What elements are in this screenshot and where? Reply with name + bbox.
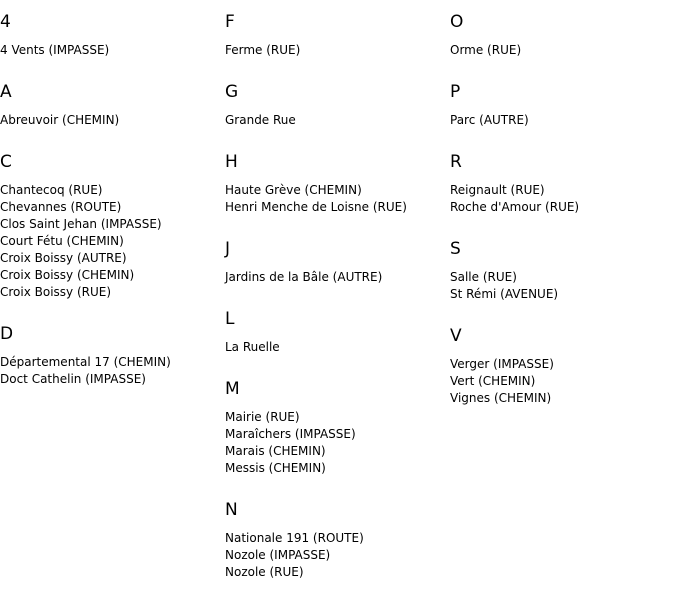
letter-heading: A bbox=[0, 82, 12, 102]
street-link[interactable]: Orme (RUE) bbox=[450, 43, 522, 57]
letter-group bbox=[450, 324, 670, 407]
street-link[interactable]: Salle (RUE) bbox=[450, 270, 517, 284]
street-link[interactable]: Haute Grève (CHEMIN) bbox=[225, 183, 362, 197]
letter-heading: M bbox=[225, 379, 240, 399]
letter-group bbox=[225, 10, 445, 59]
street-list bbox=[225, 42, 445, 59]
letter-heading: R bbox=[450, 152, 462, 172]
letter-heading: D bbox=[0, 324, 14, 344]
street-list bbox=[450, 356, 670, 407]
letter-group bbox=[225, 377, 445, 477]
index-column bbox=[0, 10, 220, 409]
street-list bbox=[450, 112, 670, 129]
letter-heading: 4 bbox=[0, 12, 11, 32]
letter-group bbox=[225, 80, 445, 129]
street-link[interactable]: Reignault (RUE) bbox=[450, 183, 545, 197]
letter-group bbox=[0, 10, 220, 59]
street-link[interactable]: Mairie (RUE) bbox=[225, 410, 300, 424]
street-link[interactable]: Marais (CHEMIN) bbox=[225, 444, 326, 458]
street-list bbox=[450, 269, 670, 303]
street-list bbox=[225, 339, 445, 356]
letter-group bbox=[225, 237, 445, 286]
street-list bbox=[0, 182, 220, 301]
index-column bbox=[225, 10, 445, 602]
street-link[interactable]: La Ruelle bbox=[225, 340, 280, 354]
street-link[interactable]: St Rémi (AVENUE) bbox=[450, 287, 559, 301]
letter-heading: O bbox=[450, 12, 464, 32]
street-link[interactable]: Croix Boissy (AUTRE) bbox=[0, 251, 127, 265]
street-list bbox=[225, 409, 445, 477]
letter-group bbox=[0, 80, 220, 129]
letter-heading: J bbox=[225, 239, 231, 259]
street-link[interactable]: Nozole (IMPASSE) bbox=[225, 548, 331, 562]
letter-group bbox=[225, 150, 445, 216]
street-link[interactable]: Maraîchers (IMPASSE) bbox=[225, 427, 356, 441]
street-link[interactable]: Jardins de la Bâle (AUTRE) bbox=[225, 270, 383, 284]
street-list bbox=[225, 182, 445, 216]
street-link[interactable]: Abreuvoir (CHEMIN) bbox=[0, 113, 120, 127]
street-link[interactable]: Départemental 17 (CHEMIN) bbox=[0, 355, 171, 369]
street-list bbox=[225, 269, 445, 286]
letter-heading: S bbox=[450, 239, 461, 259]
letter-heading: H bbox=[225, 152, 238, 172]
street-list bbox=[225, 530, 445, 581]
street-link[interactable]: Vignes (CHEMIN) bbox=[450, 391, 552, 405]
street-link[interactable]: Henri Menche de Loisne (RUE) bbox=[225, 200, 407, 214]
letter-group bbox=[450, 150, 670, 216]
street-list bbox=[450, 42, 670, 59]
letter-heading: V bbox=[450, 326, 462, 346]
letter-heading: L bbox=[225, 309, 235, 329]
street-list bbox=[225, 112, 445, 129]
street-link[interactable]: Nationale 191 (ROUTE) bbox=[225, 531, 364, 545]
letter-heading: G bbox=[225, 82, 239, 102]
street-link[interactable]: Chantecoq (RUE) bbox=[0, 183, 103, 197]
street-link[interactable]: Chevannes (ROUTE) bbox=[0, 200, 122, 214]
letter-group bbox=[450, 237, 670, 303]
letter-heading: P bbox=[450, 82, 461, 102]
letter-heading: N bbox=[225, 500, 238, 520]
street-list bbox=[0, 42, 220, 59]
street-link[interactable]: Croix Boissy (CHEMIN) bbox=[0, 268, 135, 282]
street-link[interactable]: Nozole (RUE) bbox=[225, 565, 304, 579]
letter-group bbox=[225, 498, 445, 581]
street-link[interactable]: 4 Vents (IMPASSE) bbox=[0, 43, 110, 57]
letter-group bbox=[450, 10, 670, 59]
street-link[interactable]: Court Fétu (CHEMIN) bbox=[0, 234, 124, 248]
index-column bbox=[450, 10, 670, 428]
street-link[interactable]: Vert (CHEMIN) bbox=[450, 374, 536, 388]
street-link[interactable]: Messis (CHEMIN) bbox=[225, 461, 326, 475]
letter-group bbox=[0, 150, 220, 301]
street-list bbox=[450, 182, 670, 216]
street-link[interactable]: Ferme (RUE) bbox=[225, 43, 301, 57]
letter-group bbox=[450, 80, 670, 129]
letter-heading: F bbox=[225, 12, 235, 32]
street-link[interactable]: Clos Saint Jehan (IMPASSE) bbox=[0, 217, 162, 231]
street-link[interactable]: Verger (IMPASSE) bbox=[450, 357, 554, 371]
letter-group bbox=[225, 307, 445, 356]
letter-heading: C bbox=[0, 152, 12, 172]
letter-group bbox=[0, 322, 220, 388]
street-link[interactable]: Parc (AUTRE) bbox=[450, 113, 529, 127]
street-list bbox=[0, 354, 220, 388]
street-list bbox=[0, 112, 220, 129]
street-link[interactable]: Grande Rue bbox=[225, 113, 296, 127]
street-link[interactable]: Roche d'Amour (RUE) bbox=[450, 200, 580, 214]
street-link[interactable]: Croix Boissy (RUE) bbox=[0, 285, 112, 299]
street-link[interactable]: Doct Cathelin (IMPASSE) bbox=[0, 372, 146, 386]
